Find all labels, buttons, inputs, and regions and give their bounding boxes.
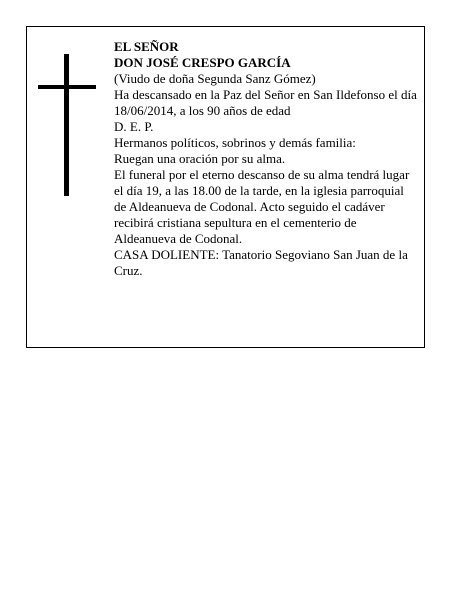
funeral-details: El funeral por el eterno descanso de su alma tendrá lugar el día 19, a las 18.00 de la tarde, en la iglesia parroquial de Aldeanueva de Codonal. Acto seguido el cadáver recibirá cristiana sepultura en el cementerio de Aldeanueva de Codonal. [114,167,410,246]
funeral-home: CASA DOLIENTE: Tanatorio Segoviano San Juan de la Cruz. [114,247,408,278]
deceased-name: DON JOSÉ CRESPO GARCÍA [114,55,291,70]
family-mourners: Hermanos políticos, sobrinos y demás familia: [114,135,356,150]
notice-title-line-1: EL SEÑOR [114,39,179,54]
prayer-request: Ruegan una oración por su alma. [114,151,286,166]
obituary-text [114,39,418,279]
death-statement: Ha descansado en la Paz del Señor en San Ildefonso el día 18/06/2014, a los 90 años de edad [114,87,417,118]
cross-horizontal-bar [38,85,96,89]
latin-cross-icon [38,54,96,196]
cross-vertical-bar [64,54,69,196]
rest-in-peace: D. E. P. [114,119,154,134]
widower-of: (Viudo de doña Segunda Sanz Gómez) [114,71,316,86]
